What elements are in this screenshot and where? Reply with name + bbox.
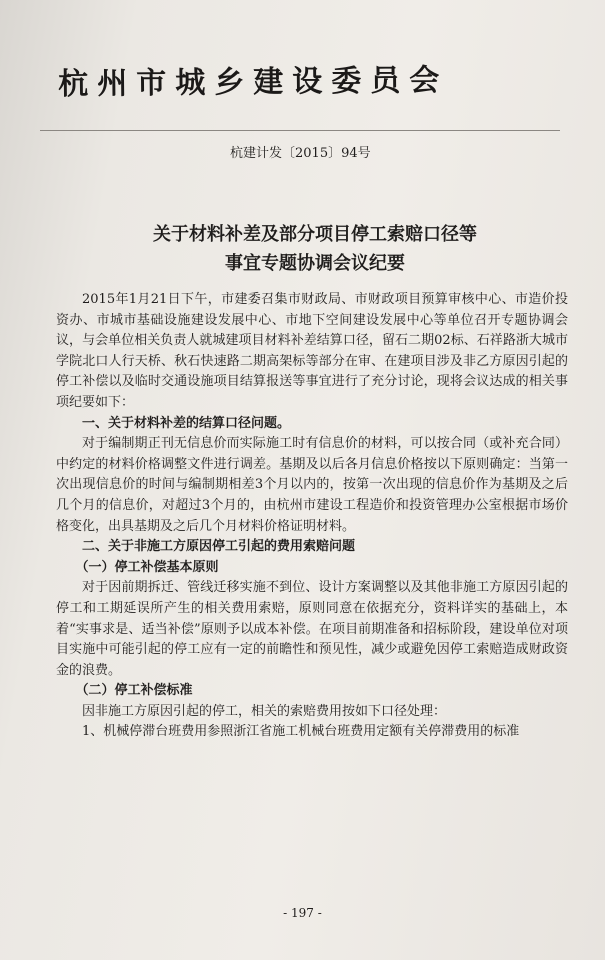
- section-2-subsection-2-paragraph: 因非施工方原因引起的停工，相关的索赔费用按如下口径处理：: [82, 703, 447, 719]
- section-2-subsection-1-paragraph: 对于因前期拆迁、管线迁移实施不到位、设计方案调整以及其他非施工方原因引起的停工和工期延误所产生的相关费用索赔，原则同意在依据充分，资料详实的基础上，本着“实事求是、适当补偿”原则予以成本补偿。在项目前期准备和招标阶段，建设单位对项目实施中可能引起的停工应有一定的前瞻性和预见性，减少或避免因停工索赔造成财政资金的浪费。: [56, 580, 568, 678]
- section-1-paragraph: 对于编制期正刊无信息价而实际施工时有信息价的材料，可以按合同（或补充合同）中约定的材料价格调整文件进行调差。基期及以后各月信息价格按以下原则确定：当第一次出现信息价的时间与编制期相差3个月以内的，按第一次出现的信息价作为基期及之后几个月的信息价，对超过3个月的，由杭州市建设工程造价和投资管理办公室根据市场价格变化，出具基期及之后几个月材料价格证明材料。: [56, 436, 568, 534]
- document-body: [56, 290, 568, 743]
- document-number: 杭建计发〔2015〕94号: [230, 146, 371, 161]
- organization-title: 杭州市城乡建设委员会: [58, 62, 449, 102]
- document-title: [100, 220, 530, 278]
- page-number: - 197 -: [283, 906, 322, 920]
- section-2-subsection-1-heading: （一）停工补偿基本原则: [75, 559, 219, 575]
- intro-paragraph: 2015年1月21日下午，市建委召集市财政局、市财政项目预算审核中心、市造价投资办、市城市基础设施建设发展中心、市地下空间建设发展中心等单位召开专题协调会议，与会单位相关负责人就城建项目材料补差结算口径，留石二期02标、石祥路浙大城市学院北口人行天桥、秋石快速路二期高架标等部分在审、在建项目涉及非乙方原因引起的停工补偿以及临时交通设施项目结算报送等事宜进行了充分讨论，现将会议达成的相关事项纪要如下：: [56, 292, 568, 410]
- header-divider: [40, 130, 560, 131]
- document-title-line-2: 事宜专题协调会议纪要: [225, 253, 405, 274]
- section-2-item-1: 1、机械停滞台班费用参照浙江省施工机械台班费用定额有关停滞费用的标准: [82, 724, 520, 740]
- document-title-line-1: 关于材料补差及部分项目停工索赔口径等: [153, 224, 477, 245]
- section-2-subsection-2-heading: （二）停工补偿标准: [75, 683, 193, 699]
- section-2-heading: 二、关于非施工方原因停工引起的费用索赔问题: [82, 539, 356, 555]
- section-1-heading: 一、关于材料补差的结算口径问题。: [82, 415, 291, 431]
